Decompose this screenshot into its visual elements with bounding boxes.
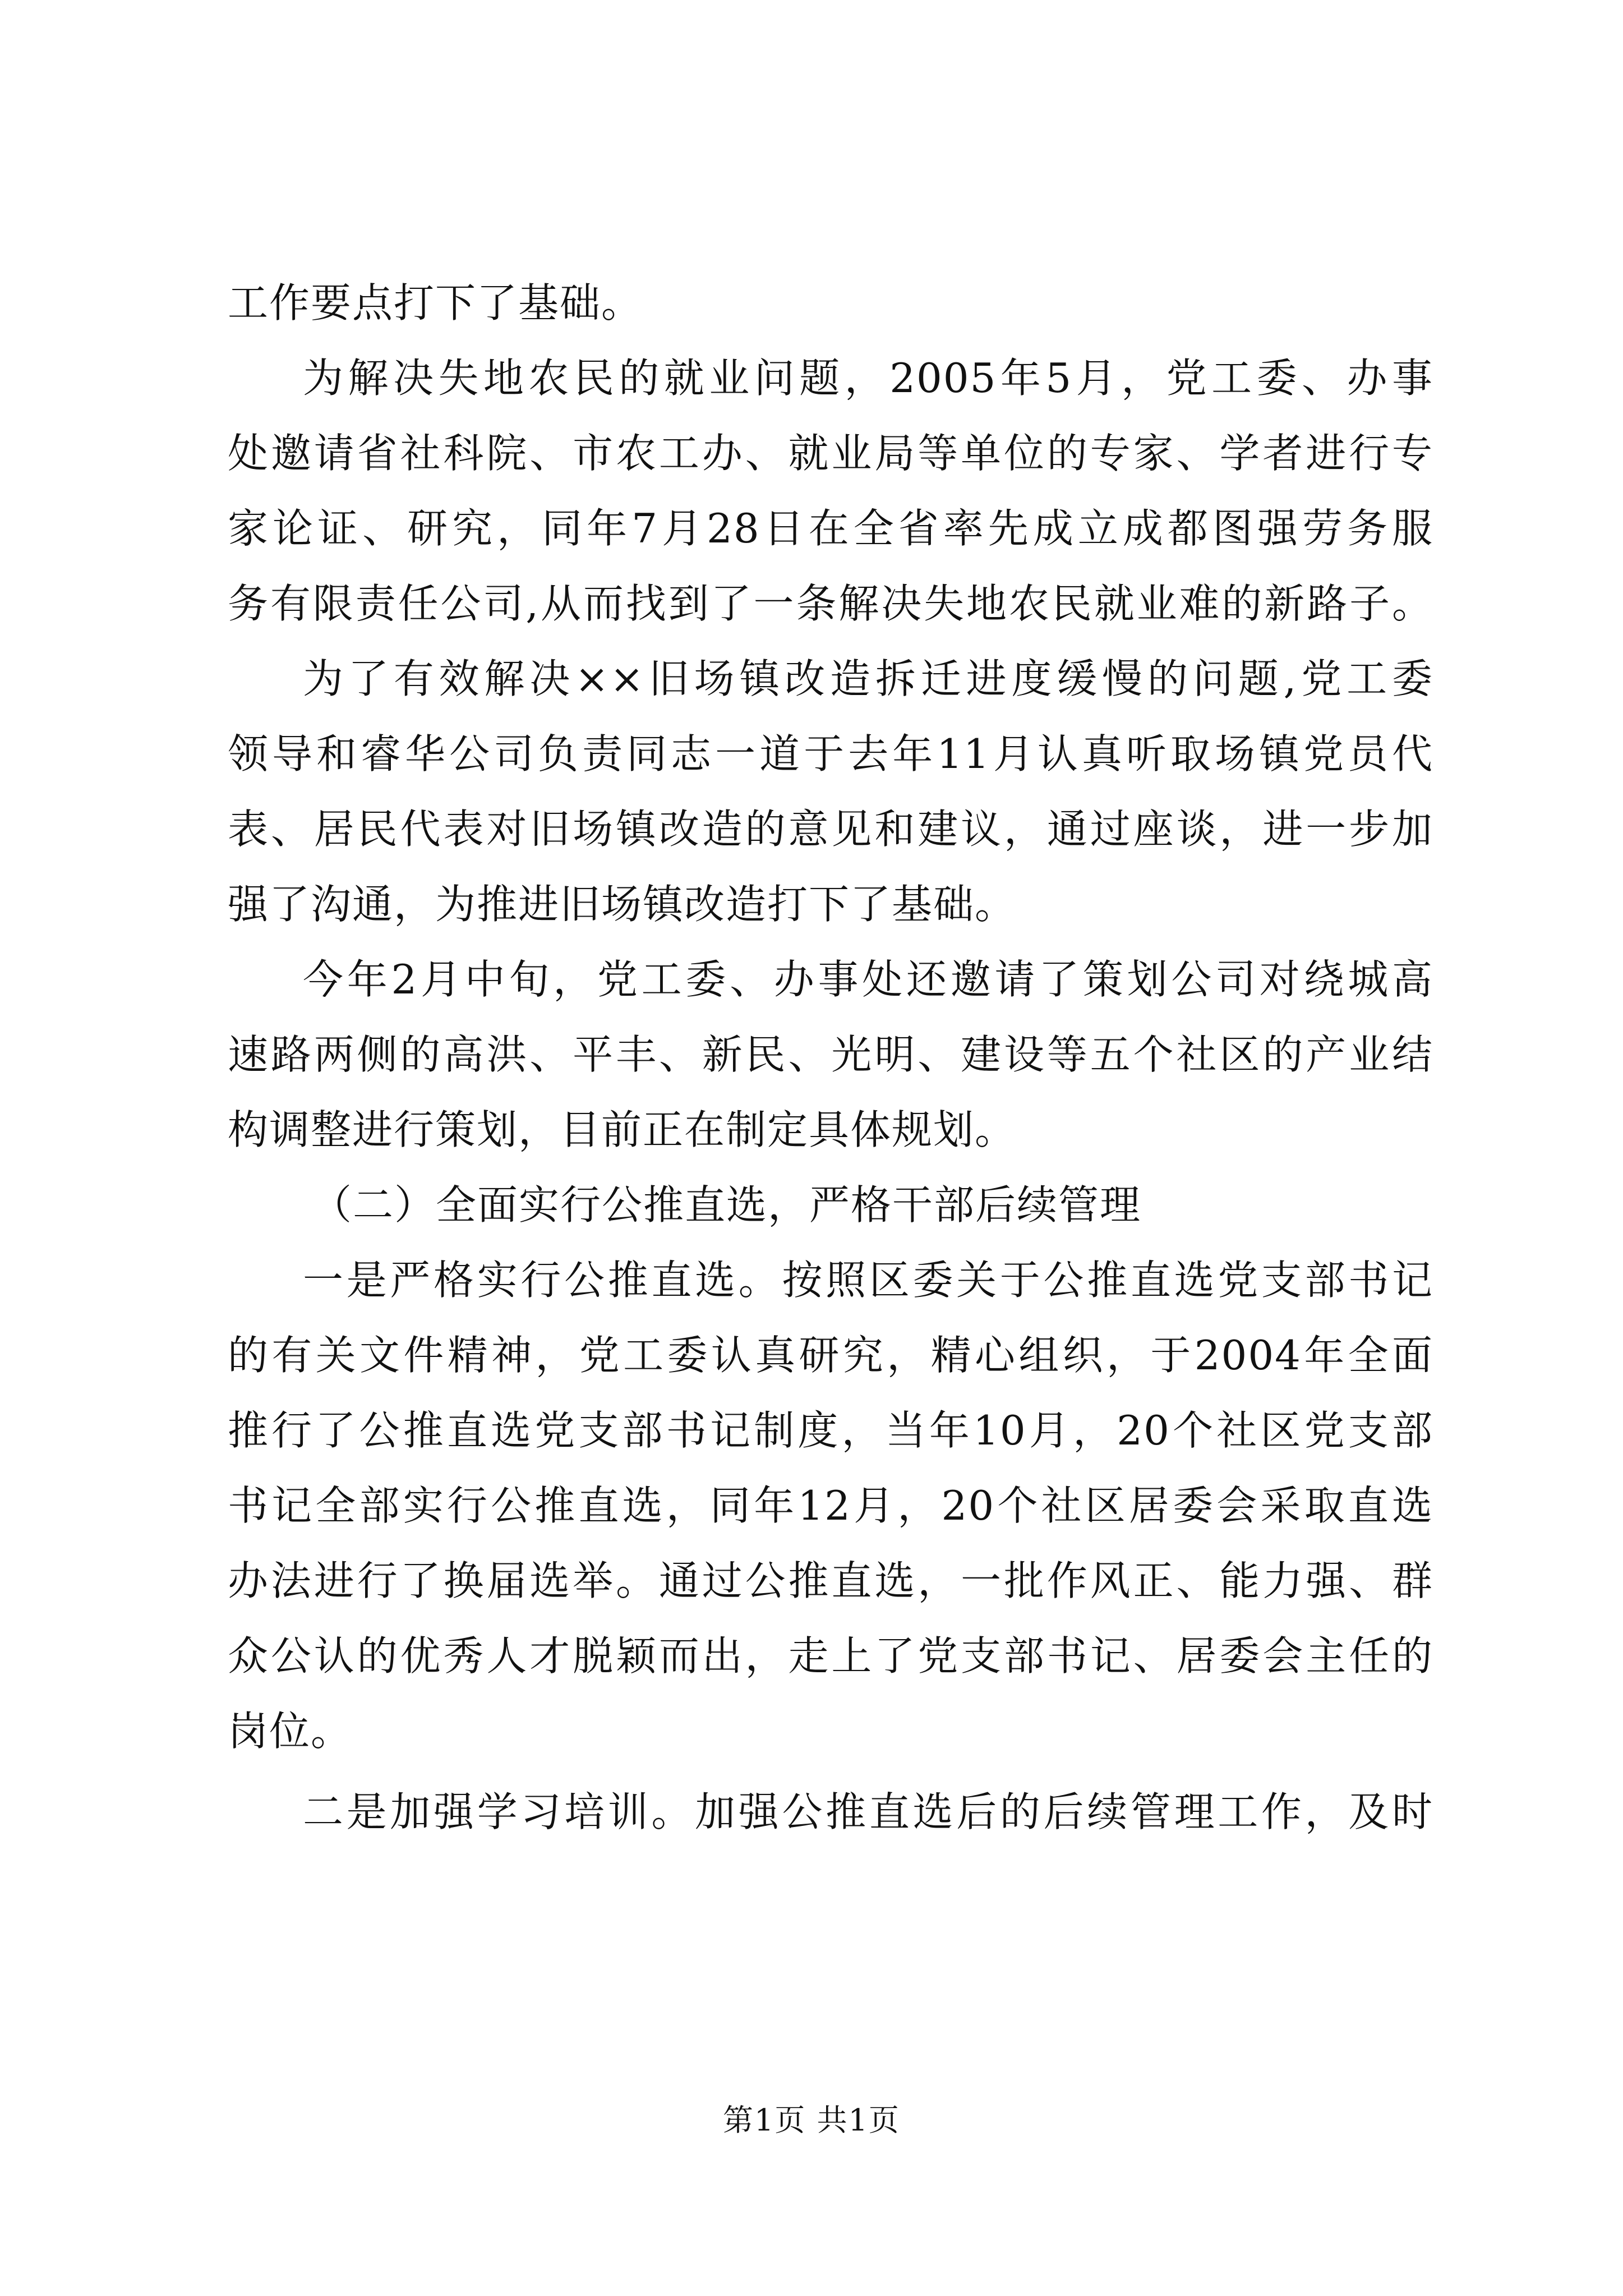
text-line: 速路两侧的高洪、平丰、新民、光明、建设等五个社区的产业结 xyxy=(228,1031,1433,1078)
paragraph-first-line: 为解决失地农民的就业问题，2005年5月，党工委、办事 xyxy=(303,355,1433,402)
paragraph-first-line: 今年2月中旬，党工委、办事处还邀请了策划公司对绕城高 xyxy=(303,956,1433,1003)
paragraph-first-line: 为了有效解决××旧场镇改造拆迁进度缓慢的问题,党工委 xyxy=(303,655,1433,702)
text-line: 岗位。 xyxy=(228,1708,353,1755)
text-line: 处邀请省社科院、市农工办、就业局等单位的专家、学者进行专 xyxy=(228,430,1433,477)
text-line: 务有限责任公司,从而找到了一条解决失地农民就业难的新路子。 xyxy=(228,580,1433,627)
text-line: 表、居民代表对旧场镇改造的意见和建议，通过座谈，进一步加 xyxy=(228,806,1433,853)
section-heading: （二）全面实行公推直选，严格干部后续管理 xyxy=(311,1181,1142,1228)
text-line: 的有关文件精神，党工委认真研究，精心组织，于2004年全面 xyxy=(228,1332,1433,1379)
text-line: 推行了公推直选党支部书记制度，当年10月，20个社区党支部 xyxy=(228,1407,1433,1454)
text-line: 构调整进行策划，目前正在制定具体规划。 xyxy=(228,1106,1017,1153)
text-line: 家论证、研究，同年7月28日在全省率先成立成都图强劳务服 xyxy=(228,505,1433,552)
text-line: 领导和睿华公司负责同志一道于去年11月认真听取场镇党员代 xyxy=(228,730,1433,777)
text-line: 强了沟通，为推进旧场镇改造打下了基础。 xyxy=(228,881,1017,928)
paragraph-first-line: 二是加强学习培训。加强公推直选后的后续管理工作，及时 xyxy=(303,1788,1433,1835)
text-line: 书记全部实行公推直选，同年12月，20个社区居委会采取直选 xyxy=(228,1482,1433,1529)
text-line: 工作要点打下了基础。 xyxy=(228,279,643,326)
paragraph-first-line: 一是严格实行公推直选。按照区委关于公推直选党支部书记 xyxy=(303,1257,1433,1304)
page-footer: 第1页 共1页 xyxy=(723,2102,900,2138)
text-line: 办法进行了换届选举。通过公推直选，一批作风正、能力强、群 xyxy=(228,1557,1433,1604)
text-line: 众公认的优秀人才脱颖而出，走上了党支部书记、居委会主任的 xyxy=(228,1632,1433,1680)
